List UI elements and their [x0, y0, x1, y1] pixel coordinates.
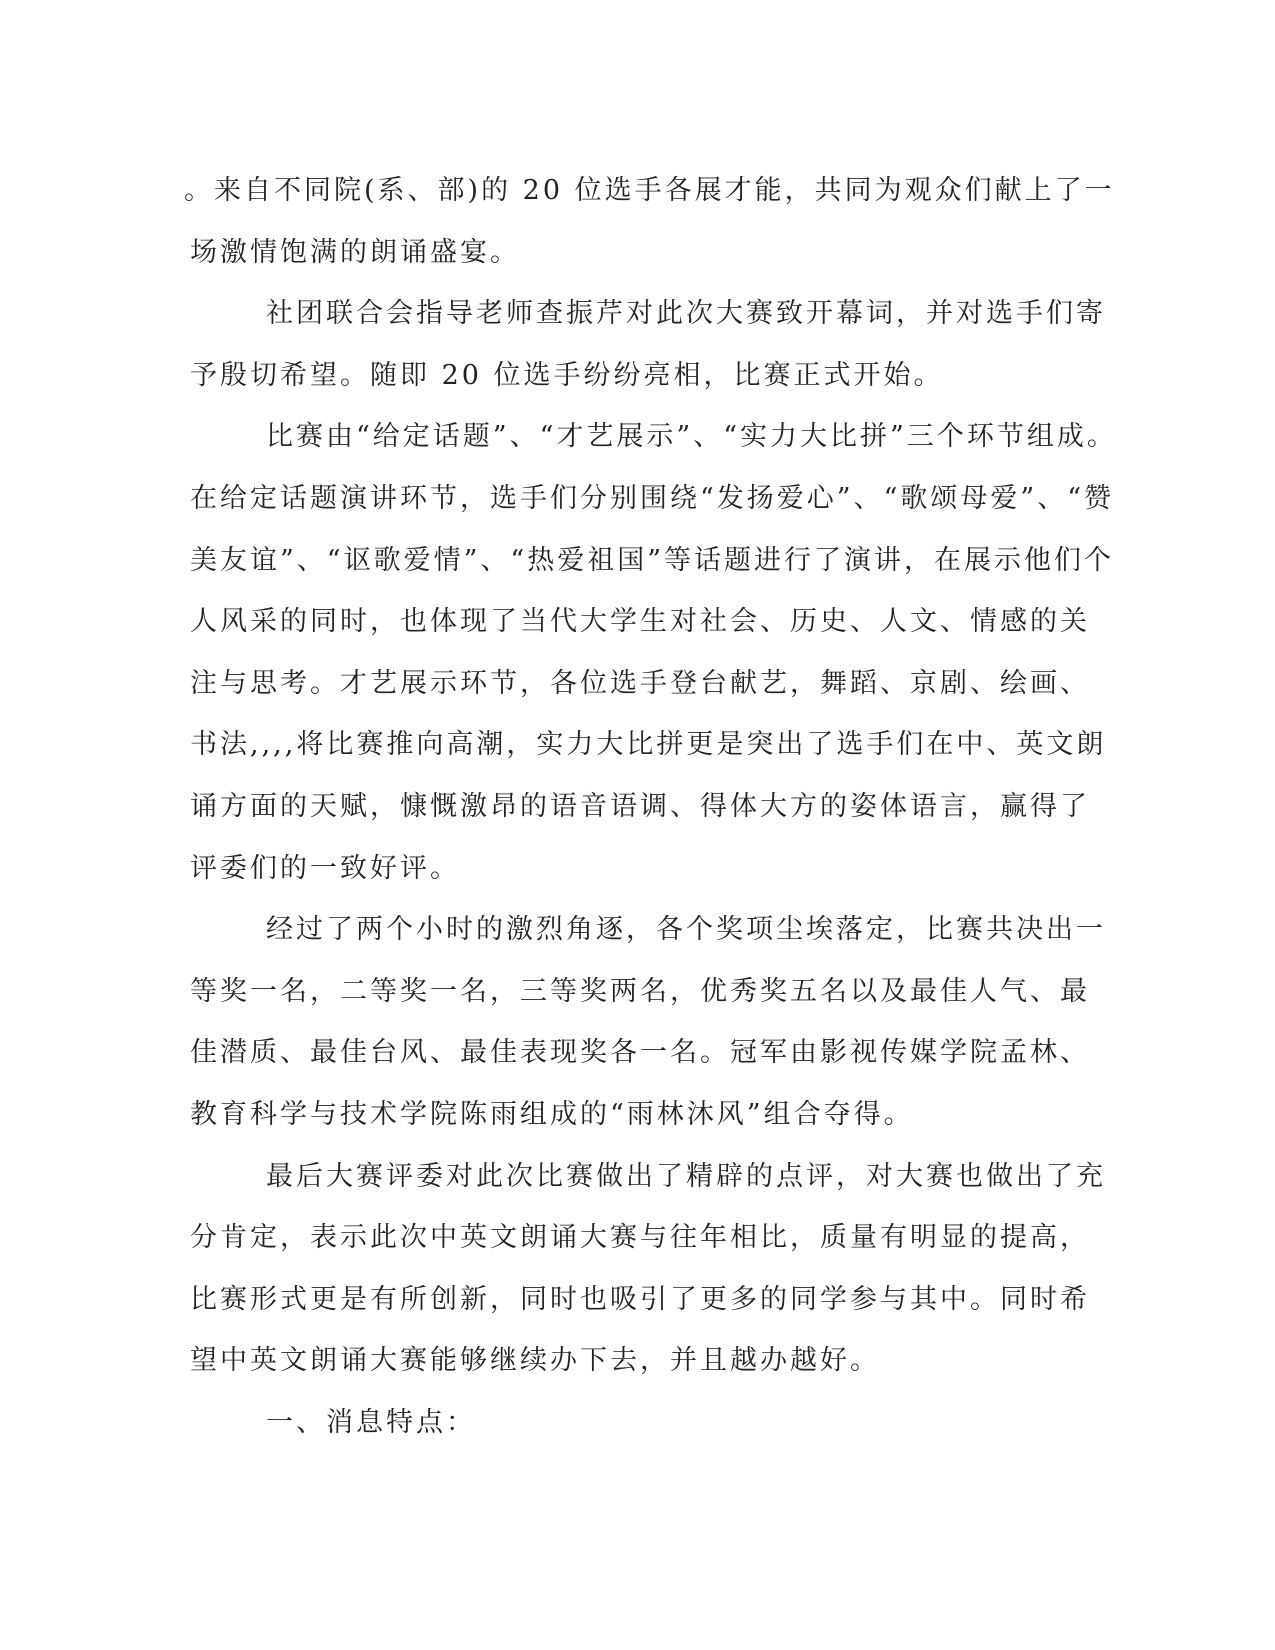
text-line: 社团联合会指导老师查振芹对此次大赛致开幕词，并对选手们寄: [266, 298, 1106, 330]
text-line: 人风采的同时，也体现了当代大学生对社会、历史、人文、情感的关: [190, 606, 1090, 638]
text-line: 最后大赛评委对此次比赛做出了精辟的点评，对大赛也做出了充: [266, 1160, 1106, 1192]
paragraph-1: [184, 160, 1115, 283]
paragraph-2: [190, 283, 1106, 406]
paragraph-3: [190, 406, 1117, 899]
heading-text: 一、消息特点：: [266, 1406, 476, 1438]
text-line: 等奖一名，二等奖一名，三等奖两名，优秀奖五名以及最佳人气、最: [190, 975, 1090, 1007]
text-line: 比赛由“给定话题”、“才艺展示”、“实力大比拼”三个环节组成。: [266, 421, 1117, 453]
paragraph-4: [190, 899, 1106, 1145]
text-line: 予殷切希望。随即 20 位选手纷纷亮相，比赛正式开始。: [190, 359, 944, 391]
text-line: 诵方面的天赋，慷慨激昂的语音语调、得体大方的姿体语言，赢得了: [190, 790, 1090, 822]
text-line: 美友谊”、“讴歌爱情”、“热爱祖国”等话题进行了演讲，在展示他们个: [190, 544, 1115, 576]
text-line: 评委们的一致好评。: [190, 852, 460, 884]
text-line: 场激情饱满的朗诵盛宴。: [190, 236, 520, 268]
section-heading: [190, 1392, 1080, 1454]
text-line: 注与思考。才艺展示环节，各位选手登台献艺，舞蹈、京剧、绘画、: [190, 667, 1090, 699]
text-line: 比赛形式更是有所创新，同时也吸引了更多的同学参与其中。同时希: [190, 1283, 1090, 1315]
text-line: 书法,,,,将比赛推向高潮，实力大比拼更是突出了选手们在中、英文朗: [190, 729, 1107, 761]
text-line: 分肯定，表示此次中英文朗诵大赛与往年相比，质量有明显的提高，: [190, 1222, 1090, 1254]
paragraph-5: [190, 1146, 1106, 1392]
text-line: 经过了两个小时的激烈角逐，各个奖项尘埃落定，比赛共决出一: [266, 914, 1106, 946]
text-line: 望中英文朗诵大赛能够继续办下去，并且越办越好。: [190, 1345, 880, 1377]
text-line: 佳潜质、最佳台风、最佳表现奖各一名。冠军由影视传媒学院孟林、: [190, 1037, 1090, 1069]
text-line: 。来自不同院(系、部)的 20 位选手各展才能，共同为观众们献上了一: [184, 175, 1115, 206]
text-line: 教育科学与技术学院陈雨组成的“雨林沐风”组合夺得。: [190, 1098, 914, 1130]
text-line: 在给定话题演讲环节，选手们分别围绕“发扬爱心”、“歌颂母爱”、“赞: [190, 482, 1115, 514]
document-body: [184, 160, 1117, 1453]
